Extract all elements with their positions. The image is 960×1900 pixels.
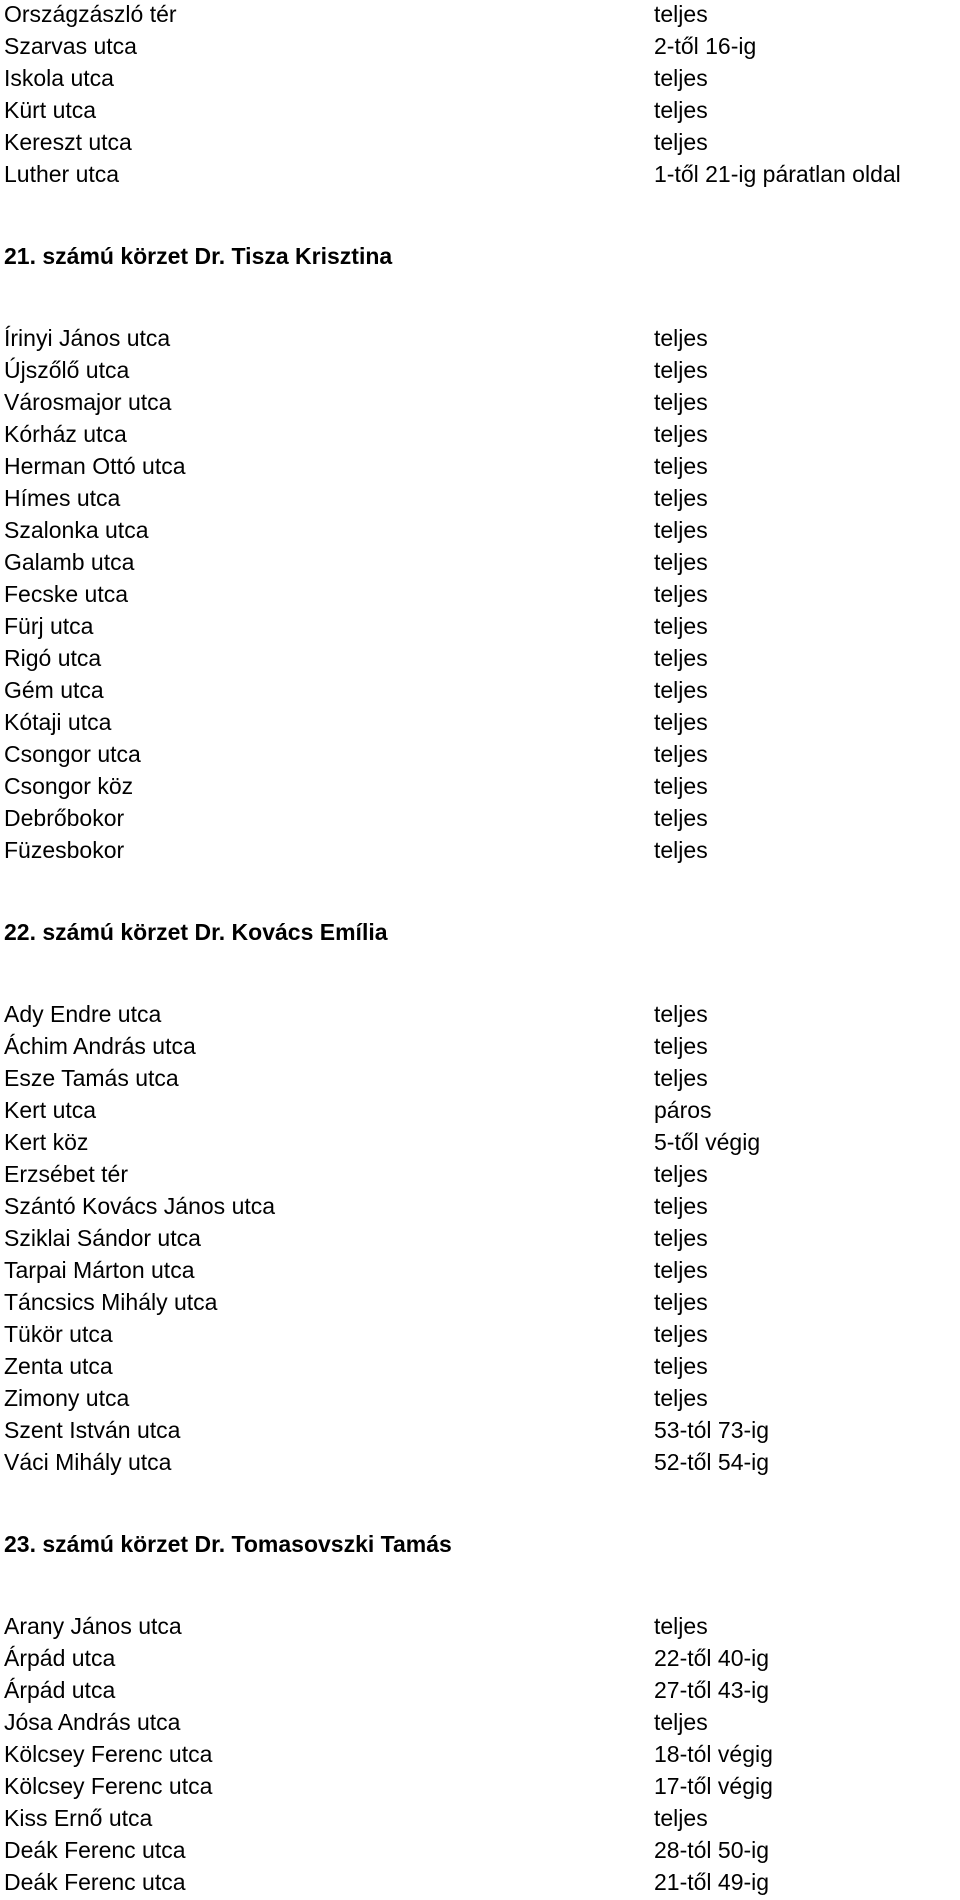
street-name: Áchim András utca <box>4 1033 196 1059</box>
street-row <box>4 740 954 772</box>
street-name: Országzászló tér <box>4 1 177 27</box>
street-extent: teljes <box>654 773 708 799</box>
street-extent: teljes <box>654 1385 708 1411</box>
street-row <box>4 160 954 192</box>
street-extent: teljes <box>654 581 708 607</box>
street-name: Deák Ferenc utca <box>4 1869 186 1895</box>
street-row <box>4 1288 954 1320</box>
street-name: Jósa András utca <box>4 1709 181 1735</box>
street-extent: teljes <box>654 837 708 863</box>
street-row <box>4 1256 954 1288</box>
street-extent: 28-tól 50-ig <box>654 1837 770 1863</box>
street-row <box>4 676 954 708</box>
street-name: Szent István utca <box>4 1417 181 1443</box>
street-row <box>4 1160 954 1192</box>
street-extent: 17-től végig <box>654 1773 773 1799</box>
street-row <box>4 804 954 836</box>
street-extent: 21-től 49-ig <box>654 1869 770 1895</box>
street-name: Kórház utca <box>4 421 127 447</box>
street-extent: teljes <box>654 709 708 735</box>
street-extent: teljes <box>654 1033 708 1059</box>
street-row <box>4 96 954 128</box>
street-row <box>4 1224 954 1256</box>
street-name: Fürj utca <box>4 613 94 639</box>
street-row <box>4 1772 954 1804</box>
street-name: Sziklai Sándor utca <box>4 1225 201 1251</box>
street-row <box>4 644 954 676</box>
street-name: Kölcsey Ferenc utca <box>4 1741 213 1767</box>
section-spacer <box>4 868 954 912</box>
street-row <box>4 1448 954 1480</box>
street-row <box>4 32 954 64</box>
street-row <box>4 1320 954 1352</box>
street-extent: teljes <box>654 97 708 123</box>
street-row <box>4 1836 954 1868</box>
street-row <box>4 1032 954 1064</box>
street-name: Kert utca <box>4 1097 97 1123</box>
street-extent: 5-től végig <box>654 1129 761 1155</box>
street-extent: teljes <box>654 389 708 415</box>
street-row <box>4 708 954 740</box>
street-name: Szalonka utca <box>4 517 149 543</box>
street-name: Kereszt utca <box>4 129 132 155</box>
street-row <box>4 1000 954 1032</box>
street-name: Árpád utca <box>4 1645 116 1671</box>
street-row <box>4 772 954 804</box>
street-extent: teljes <box>654 645 708 671</box>
street-row <box>4 420 954 452</box>
street-extent: 22-től 40-ig <box>654 1645 770 1671</box>
street-name: Kölcsey Ferenc utca <box>4 1773 213 1799</box>
street-name: Debrőbokor <box>4 805 125 831</box>
street-extent: 2-től 16-ig <box>654 33 757 59</box>
street-extent: teljes <box>654 1709 708 1735</box>
street-extent: teljes <box>654 485 708 511</box>
street-name: Hímes utca <box>4 485 121 511</box>
district-heading: 22. számú körzet Dr. Kovács Emília <box>4 919 388 945</box>
street-extent: teljes <box>654 1353 708 1379</box>
street-row <box>4 64 954 96</box>
street-extent: teljes <box>654 325 708 351</box>
street-name: Táncsics Mihály utca <box>4 1289 218 1315</box>
street-name: Csongor köz <box>4 773 134 799</box>
street-extent: teljes <box>654 357 708 383</box>
street-name: Kótaji utca <box>4 709 112 735</box>
street-name: Zimony utca <box>4 1385 130 1411</box>
street-extent: 18-tól végig <box>654 1741 773 1767</box>
street-row <box>4 484 954 516</box>
street-name: Fecske utca <box>4 581 128 607</box>
street-name: Herman Ottó utca <box>4 453 186 479</box>
street-extent: teljes <box>654 1161 708 1187</box>
street-name: Rigó utca <box>4 645 102 671</box>
street-extent: teljes <box>654 1065 708 1091</box>
street-extent: 27-től 43-ig <box>654 1677 770 1703</box>
street-row <box>4 388 954 420</box>
street-row <box>4 356 954 388</box>
street-row <box>4 1416 954 1448</box>
street-extent: 52-től 54-ig <box>654 1449 770 1475</box>
street-row <box>4 548 954 580</box>
street-name: Árpád utca <box>4 1677 116 1703</box>
street-extent: teljes <box>654 517 708 543</box>
heading-spacer <box>4 280 954 324</box>
street-row <box>4 1384 954 1416</box>
street-extent: teljes <box>654 1225 708 1251</box>
street-name: Erzsébet tér <box>4 1161 128 1187</box>
street-name: Szarvas utca <box>4 33 137 59</box>
street-name: Tükör utca <box>4 1321 113 1347</box>
street-name: Deák Ferenc utca <box>4 1837 186 1863</box>
street-extent: teljes <box>654 805 708 831</box>
street-row <box>4 1708 954 1740</box>
street-extent: teljes <box>654 1613 708 1639</box>
street-extent: teljes <box>654 1001 708 1027</box>
street-extent: teljes <box>654 613 708 639</box>
street-name: Iskola utca <box>4 65 114 91</box>
street-extent: teljes <box>654 741 708 767</box>
street-name: Luther utca <box>4 161 120 187</box>
street-name: Kert köz <box>4 1129 89 1155</box>
street-name: Csongor utca <box>4 741 141 767</box>
street-row <box>4 1096 954 1128</box>
street-extent: teljes <box>654 65 708 91</box>
street-extent: teljes <box>654 1289 708 1315</box>
street-row <box>4 1352 954 1384</box>
street-row <box>4 1192 954 1224</box>
street-list-document <box>4 0 954 1900</box>
street-row <box>4 516 954 548</box>
street-row <box>4 1612 954 1644</box>
street-row <box>4 1740 954 1772</box>
district-heading: 21. számú körzet Dr. Tisza Krisztina <box>4 243 393 269</box>
street-name: Váci Mihály utca <box>4 1449 172 1475</box>
street-name: Újszőlő utca <box>4 357 130 383</box>
street-row <box>4 1804 954 1836</box>
street-extent: teljes <box>654 1321 708 1347</box>
street-name: Arany János utca <box>4 1613 182 1639</box>
street-extent: teljes <box>654 129 708 155</box>
street-extent: teljes <box>654 1805 708 1831</box>
street-name: Városmajor utca <box>4 389 172 415</box>
street-row <box>4 836 954 868</box>
street-row <box>4 1128 954 1160</box>
section-spacer <box>4 1480 954 1524</box>
street-name: Ady Endre utca <box>4 1001 162 1027</box>
street-extent: 1-től 21-ig páratlan oldal <box>654 161 901 187</box>
district-heading: 23. számú körzet Dr. Tomasovszki Tamás <box>4 1531 452 1557</box>
street-name: Tarpai Márton utca <box>4 1257 195 1283</box>
street-name: Gém utca <box>4 677 104 703</box>
street-row <box>4 324 954 356</box>
street-extent: teljes <box>654 677 708 703</box>
street-name: Füzesbokor <box>4 837 125 863</box>
street-name: Galamb utca <box>4 549 135 575</box>
street-row <box>4 1868 954 1900</box>
street-extent: 53-tól 73-ig <box>654 1417 770 1443</box>
street-extent: teljes <box>654 1193 708 1219</box>
street-name: Kiss Ernő utca <box>4 1805 153 1831</box>
section-spacer <box>4 192 954 236</box>
street-name: Zenta utca <box>4 1353 113 1379</box>
street-extent: teljes <box>654 421 708 447</box>
street-extent: teljes <box>654 1257 708 1283</box>
street-extent: teljes <box>654 1 708 27</box>
street-row <box>4 1676 954 1708</box>
street-extent: teljes <box>654 549 708 575</box>
heading-spacer <box>4 1568 954 1612</box>
heading-spacer <box>4 956 954 1000</box>
street-extent: páros <box>654 1097 712 1123</box>
street-row <box>4 1644 954 1676</box>
street-row <box>4 452 954 484</box>
street-extent: teljes <box>654 453 708 479</box>
street-name: Írinyi János utca <box>4 325 171 351</box>
street-name: Szántó Kovács János utca <box>4 1193 276 1219</box>
street-name: Esze Tamás utca <box>4 1065 179 1091</box>
street-row <box>4 1064 954 1096</box>
street-name: Kürt utca <box>4 97 97 123</box>
street-row <box>4 612 954 644</box>
street-row <box>4 0 954 32</box>
street-row <box>4 580 954 612</box>
street-row <box>4 128 954 160</box>
